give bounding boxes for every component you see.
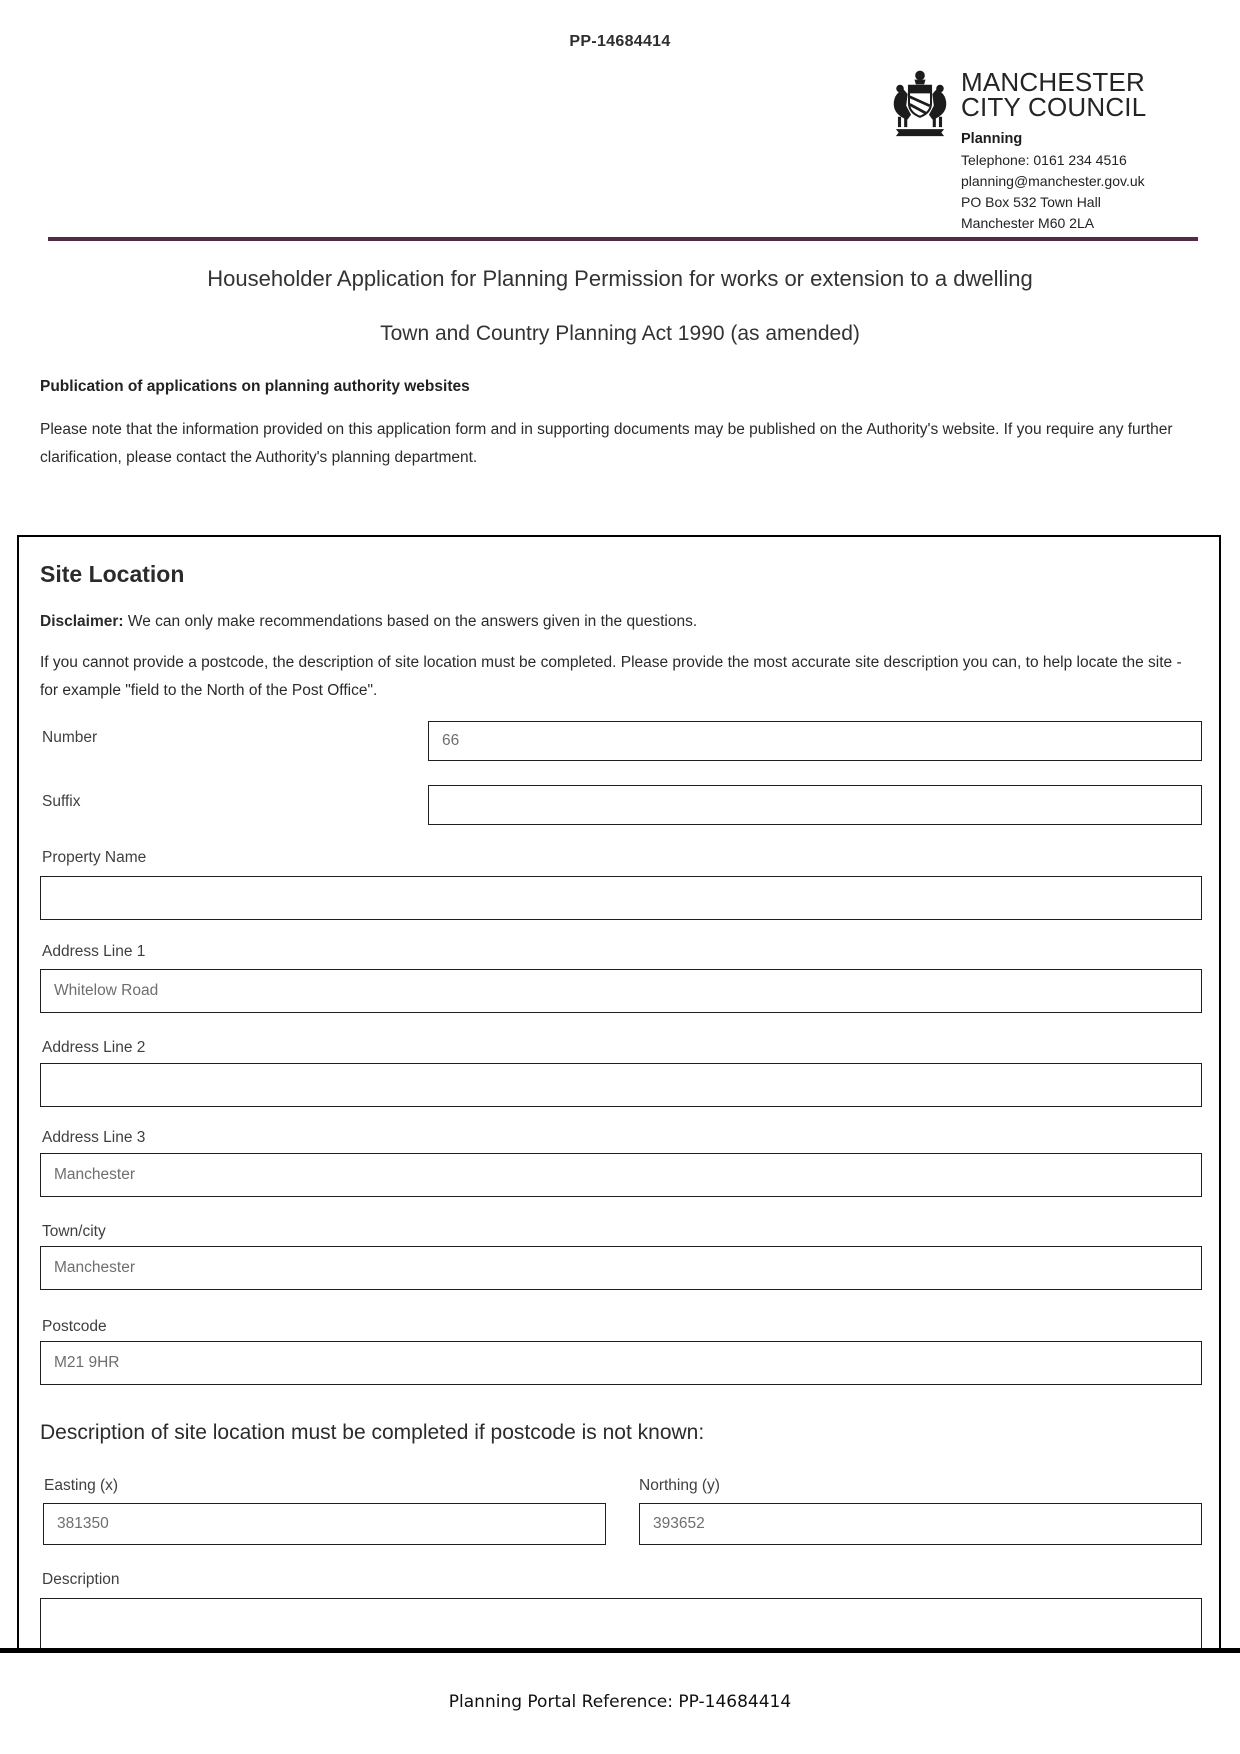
northing-label: Northing (y) [639, 1477, 720, 1494]
site-location-heading: Site Location [40, 561, 185, 587]
property-name-input[interactable] [40, 876, 1202, 920]
council-address-line2: Manchester M60 2LA [961, 215, 1095, 231]
application-reference-header: PP-14684414 [569, 33, 671, 50]
description-label: Description [42, 1571, 120, 1588]
address-line-3-label: Address Line 3 [42, 1129, 146, 1146]
site-location-disclaimer [40, 613, 697, 631]
document-subtitle: Town and Country Planning Act 1990 (as amended) [380, 322, 860, 345]
address-line-2-label: Address Line 2 [42, 1039, 146, 1056]
easting-input[interactable] [43, 1503, 606, 1545]
planning-portal-footer: Planning Portal Reference: PP-14684414 [448, 1692, 792, 1712]
address-line-1-label: Address Line 1 [42, 943, 146, 960]
manchester-coat-of-arms-icon [889, 68, 951, 138]
council-header [889, 68, 1146, 234]
postcode-input[interactable] [40, 1341, 1202, 1385]
description-input[interactable] [40, 1598, 1202, 1652]
postcode-label: Postcode [42, 1318, 107, 1335]
site-description-heading: Description of site location must be completed if postcode is not known: [40, 1421, 705, 1444]
publication-heading: Publication of applications on planning authority websites [40, 378, 470, 395]
council-telephone: Telephone: 0161 234 4516 [961, 152, 1127, 168]
property-name-label: Property Name [42, 849, 147, 866]
department-label: Planning [961, 131, 1023, 147]
address-line-3-input[interactable] [40, 1153, 1202, 1197]
address-line-1-input[interactable] [40, 969, 1202, 1013]
easting-label: Easting (x) [44, 1477, 119, 1494]
publication-body: Please note that the information provided on this application form and in supporting documents may be published on the Authority's website. If you require any further clarification, please contact the Authority's planning department. [40, 421, 1173, 466]
town-city-input[interactable] [40, 1246, 1202, 1290]
disclaimer-label: Disclaimer: [40, 613, 124, 630]
address-line-2-input[interactable] [40, 1063, 1202, 1107]
council-address-line1: PO Box 532 Town Hall [961, 194, 1101, 210]
suffix-input[interactable] [428, 785, 1202, 825]
page-bottom-rule [0, 1648, 1240, 1653]
site-location-section [17, 535, 1221, 1650]
council-name-line2: CITY COUNCIL [961, 92, 1147, 122]
northing-input[interactable] [639, 1503, 1202, 1545]
number-label: Number [42, 729, 98, 746]
disclaimer-text: We can only make recommendations based on the answers given in the questions. [127, 613, 698, 630]
council-name-line1: MANCHESTER [961, 67, 1146, 97]
town-city-label: Town/city [42, 1223, 106, 1240]
document-title: Householder Application for Planning Permission for works or extension to a dwelling [207, 266, 1033, 291]
site-location-intro: If you cannot provide a postcode, the description of site location must be completed. Please provide the most accurate site description you can, to help locate the site - for example "field to the North of the Post Office". [40, 654, 1182, 699]
suffix-label: Suffix [42, 793, 81, 810]
header-divider [48, 237, 1198, 241]
council-text-block [961, 68, 1146, 234]
number-input[interactable] [428, 721, 1202, 761]
council-email: planning@manchester.gov.uk [961, 173, 1145, 189]
